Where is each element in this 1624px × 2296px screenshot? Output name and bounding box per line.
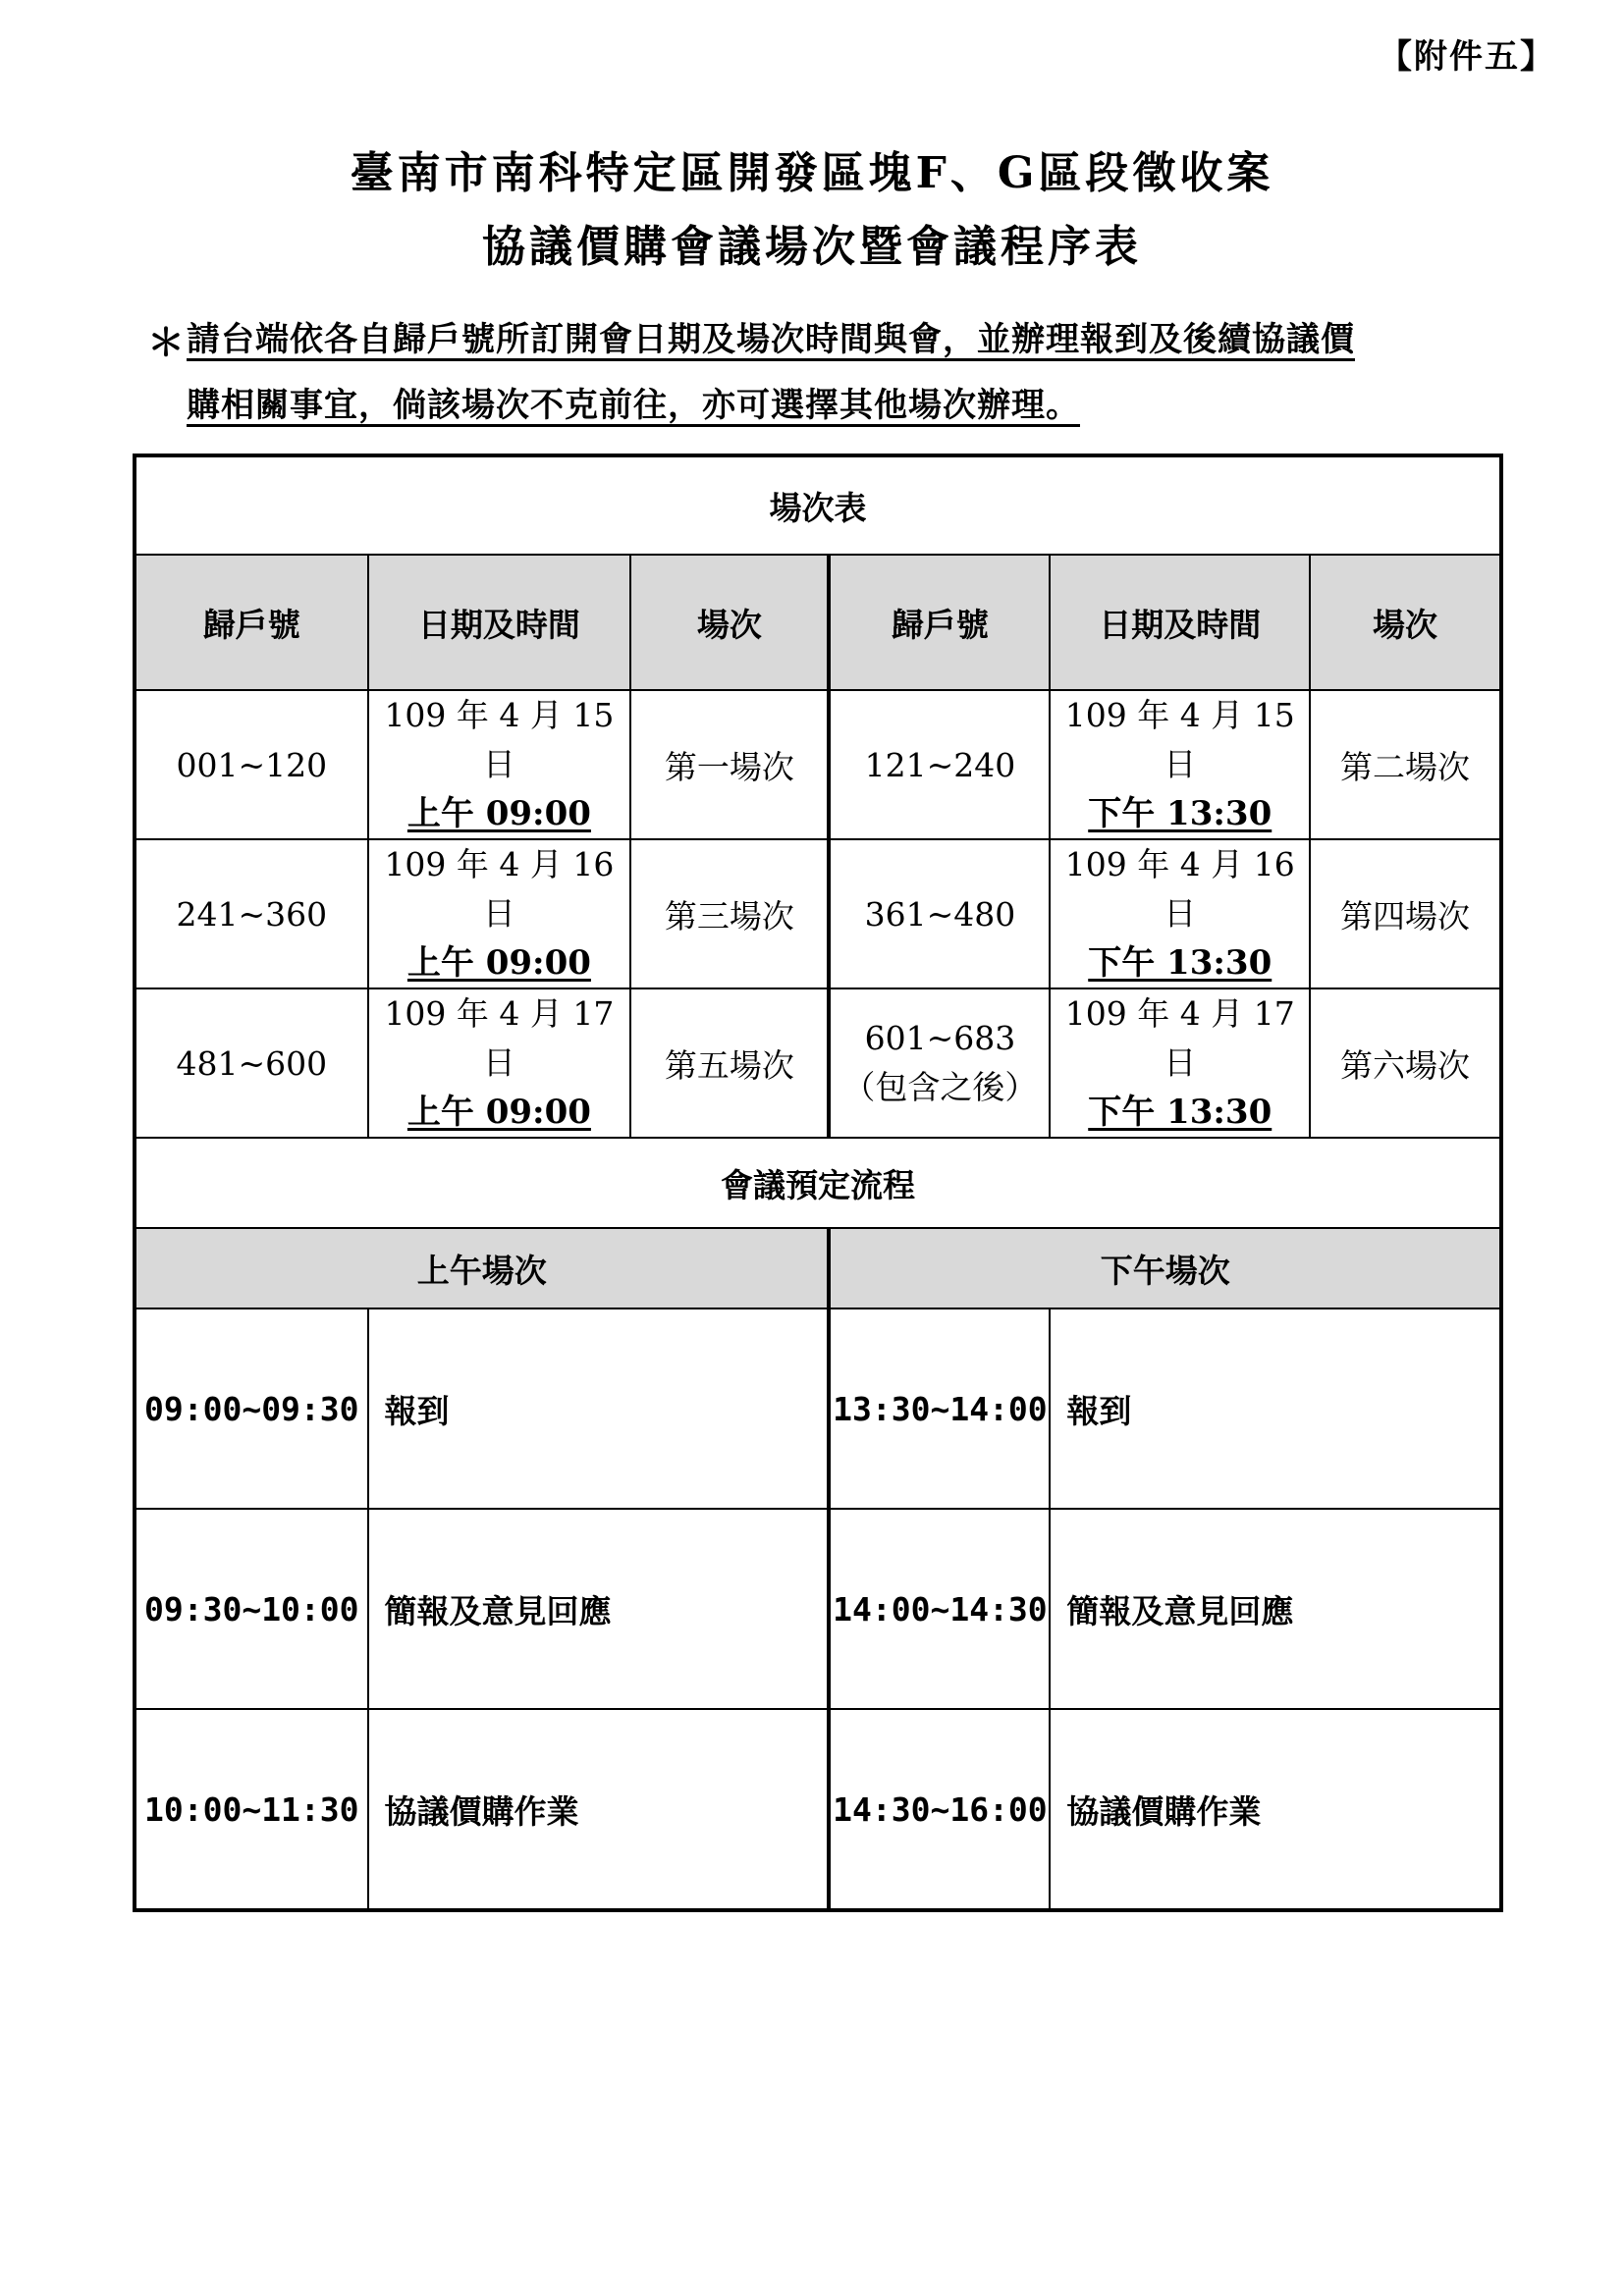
session-date: 109 年 4 月 16 日: [1064, 845, 1295, 933]
table-row: [135, 988, 1501, 1138]
household-range: 001~120: [135, 690, 368, 839]
schedule-section-title: 場次表: [135, 455, 1501, 555]
pm-item: 協議價購作業: [1050, 1709, 1501, 1910]
household-range: 481~600: [135, 988, 368, 1138]
session-date: 109 年 4 月 17 日: [384, 994, 615, 1082]
household-range: 361~480: [829, 839, 1050, 988]
am-item: 協議價購作業: [368, 1709, 830, 1910]
session-name: 第二場次: [1310, 690, 1501, 839]
header-session-left: 場次: [630, 555, 829, 690]
morning-header: 上午場次: [135, 1228, 829, 1308]
session-time: 上午 09:00: [406, 794, 591, 833]
session-name: 第五場次: [630, 988, 829, 1138]
note-line-1: 請台端依各自歸戶號所訂開會日期及場次時間與會，並辦理報到及後續協議價: [187, 320, 1355, 359]
session-date: 109 年 4 月 15 日: [384, 696, 615, 783]
session-time: 下午 13:30: [1088, 943, 1272, 983]
header-datetime-left: 日期及時間: [368, 555, 631, 690]
table-row: [135, 1308, 1501, 1509]
note-asterisk: ＊: [147, 320, 186, 364]
session-time: 上午 09:00: [406, 1093, 591, 1132]
date-time-cell: [368, 839, 631, 988]
table-row: [135, 1709, 1501, 1910]
session-name: 第四場次: [1310, 839, 1501, 988]
household-note: （包含之後）: [842, 1068, 1038, 1106]
attachment-label: 【附件五】: [1379, 37, 1555, 77]
pm-time: 14:00~14:30: [829, 1509, 1050, 1709]
header-datetime-right: 日期及時間: [1050, 555, 1310, 690]
table-row: [135, 1509, 1501, 1709]
pm-item: 簡報及意見回應: [1050, 1509, 1501, 1709]
session-name: 第一場次: [630, 690, 829, 839]
schedule-table: [133, 454, 1503, 1912]
session-time: 下午 13:30: [1088, 794, 1272, 833]
afternoon-header: 下午場次: [829, 1228, 1501, 1308]
date-time-cell: [1050, 988, 1310, 1138]
header-session-right: 場次: [1310, 555, 1501, 690]
date-time-cell: [368, 690, 631, 839]
session-name: 第六場次: [1310, 988, 1501, 1138]
pm-time: 14:30~16:00: [829, 1709, 1050, 1910]
document-subtitle: 協議價購會議場次暨會議程序表: [482, 222, 1142, 272]
session-date: 109 年 4 月 16 日: [384, 845, 615, 933]
am-time: 09:00~09:30: [135, 1308, 368, 1509]
household-range: 121~240: [829, 690, 1050, 839]
session-time: 下午 13:30: [1088, 1093, 1272, 1132]
flow-section-title: 會議預定流程: [135, 1138, 1501, 1228]
household-range-cell: [829, 988, 1050, 1138]
note-line-2: 購相關事宜，倘該場次不克前往，亦可選擇其他場次辦理。: [187, 386, 1080, 425]
household-range: 601~683: [864, 1019, 1016, 1057]
am-item: 簡報及意見回應: [368, 1509, 830, 1709]
pm-item: 報到: [1050, 1308, 1501, 1509]
session-date: 109 年 4 月 15 日: [1064, 696, 1295, 783]
table-row: [135, 690, 1501, 839]
date-time-cell: [1050, 690, 1310, 839]
am-item: 報到: [368, 1308, 830, 1509]
session-date: 109 年 4 月 17 日: [1064, 994, 1295, 1082]
am-time: 09:30~10:00: [135, 1509, 368, 1709]
pm-time: 13:30~14:00: [829, 1308, 1050, 1509]
session-name: 第三場次: [630, 839, 829, 988]
household-range: 241~360: [135, 839, 368, 988]
table-row: [135, 839, 1501, 988]
session-time: 上午 09:00: [406, 943, 591, 983]
header-household-left: 歸戶號: [135, 555, 368, 690]
header-household-right: 歸戶號: [829, 555, 1050, 690]
document-title: 臺南市南科特定區開發區塊F、G區段徵收案: [350, 148, 1274, 198]
date-time-cell: [1050, 839, 1310, 988]
am-time: 10:00~11:30: [135, 1709, 368, 1910]
date-time-cell: [368, 988, 631, 1138]
